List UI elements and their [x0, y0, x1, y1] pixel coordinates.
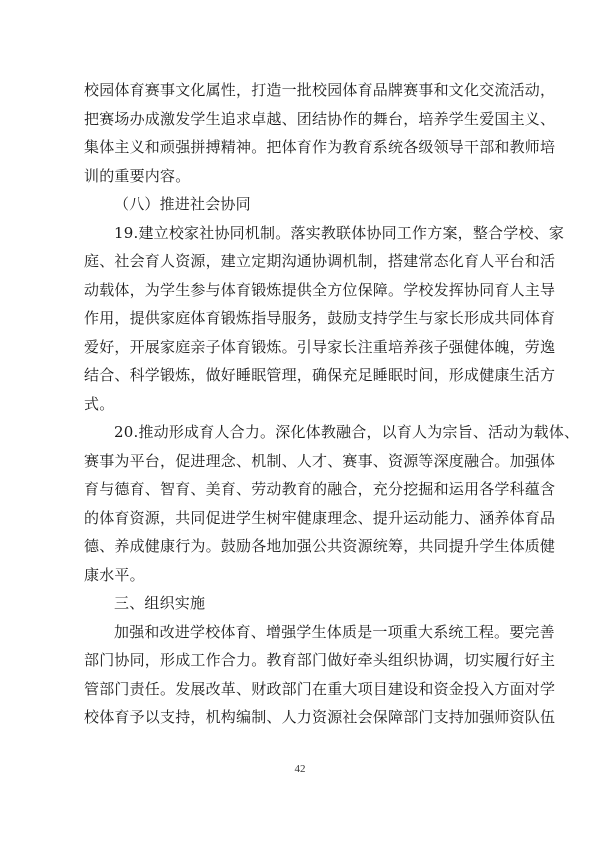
text-line: 管部门责任。发展改革、财政部门在重大项目建设和资金投入方面对学 [84, 679, 556, 698]
text-line: 校体育予以支持，机构编制、人力资源社会保障部门支持加强师资队伍 [84, 708, 556, 726]
text-line: 庭、社会育人资源，建立定期沟通协调机制，搭建常态化育人平台和活 [84, 252, 556, 270]
text-line: 爱好，开展家庭亲子体育锻炼。引导家长注重培养孩子强健体魄，劳逸 [84, 337, 556, 356]
text-line: 育与德育、智育、美育、劳动教育的融合，充分挖掘和运用各学科蕴含 [84, 480, 556, 498]
text-line: 把赛场办成激发学生追求卓越、团结协作的舞台，培养学生爱国主义、 [84, 109, 556, 128]
body-text [84, 76, 580, 732]
text-line: 结合、科学锻炼，做好睡眠管理，确保充足睡眠时间，形成健康生活方 [84, 366, 556, 384]
text-line: 动载体，为学生参与体育锻炼提供全方位保障。学校发挥协同育人主导 [84, 280, 556, 299]
section-heading: （八）推进社会协同 [114, 195, 251, 213]
paragraph-start: 19.建立校家社协同机制。落实教联体协同工作方案，整合学校、家 [114, 223, 565, 242]
text-line: 的体育资源，共同促进学生树牢健康理念、提升运动能力、涵养体育品 [84, 508, 556, 527]
text-line: 德、养成健康行为。鼓励各地加强公共资源统筹，共同提升学生体质健 [84, 537, 556, 555]
text-line: 康水平。 [84, 565, 145, 584]
paragraph-start: 加强和改进学校体育、增强学生体质是一项重大系统工程。要完善 [114, 622, 555, 641]
section-heading: 三、组织实施 [114, 594, 206, 612]
text-line: 集体主义和顽强拼搏精神。把体育作为教育系统各级领导干部和教师培 [84, 138, 556, 156]
page-number: 42 [294, 763, 306, 775]
text-line: 作用，提供家庭体育锻炼指导服务，鼓励支持学生与家长形成共同体育 [84, 309, 556, 327]
text-line: 部门协同，形成工作合力。教育部门做好牵头组织协调，切实履行好主 [84, 651, 556, 669]
paragraph-start: 20.推动形成育人合力。深化体教融合，以育人为宗旨、活动为载体、 [114, 423, 580, 441]
text-line: 训的重要内容。 [84, 166, 191, 185]
text-line: 校园体育赛事文化属性，打造一批校园体育品牌赛事和文化交流活动， [84, 81, 556, 99]
text-line: 式。 [84, 394, 115, 413]
text-line: 赛事为平台，促进理念、机制、人才、赛事、资源等深度融合。加强体 [84, 451, 556, 470]
